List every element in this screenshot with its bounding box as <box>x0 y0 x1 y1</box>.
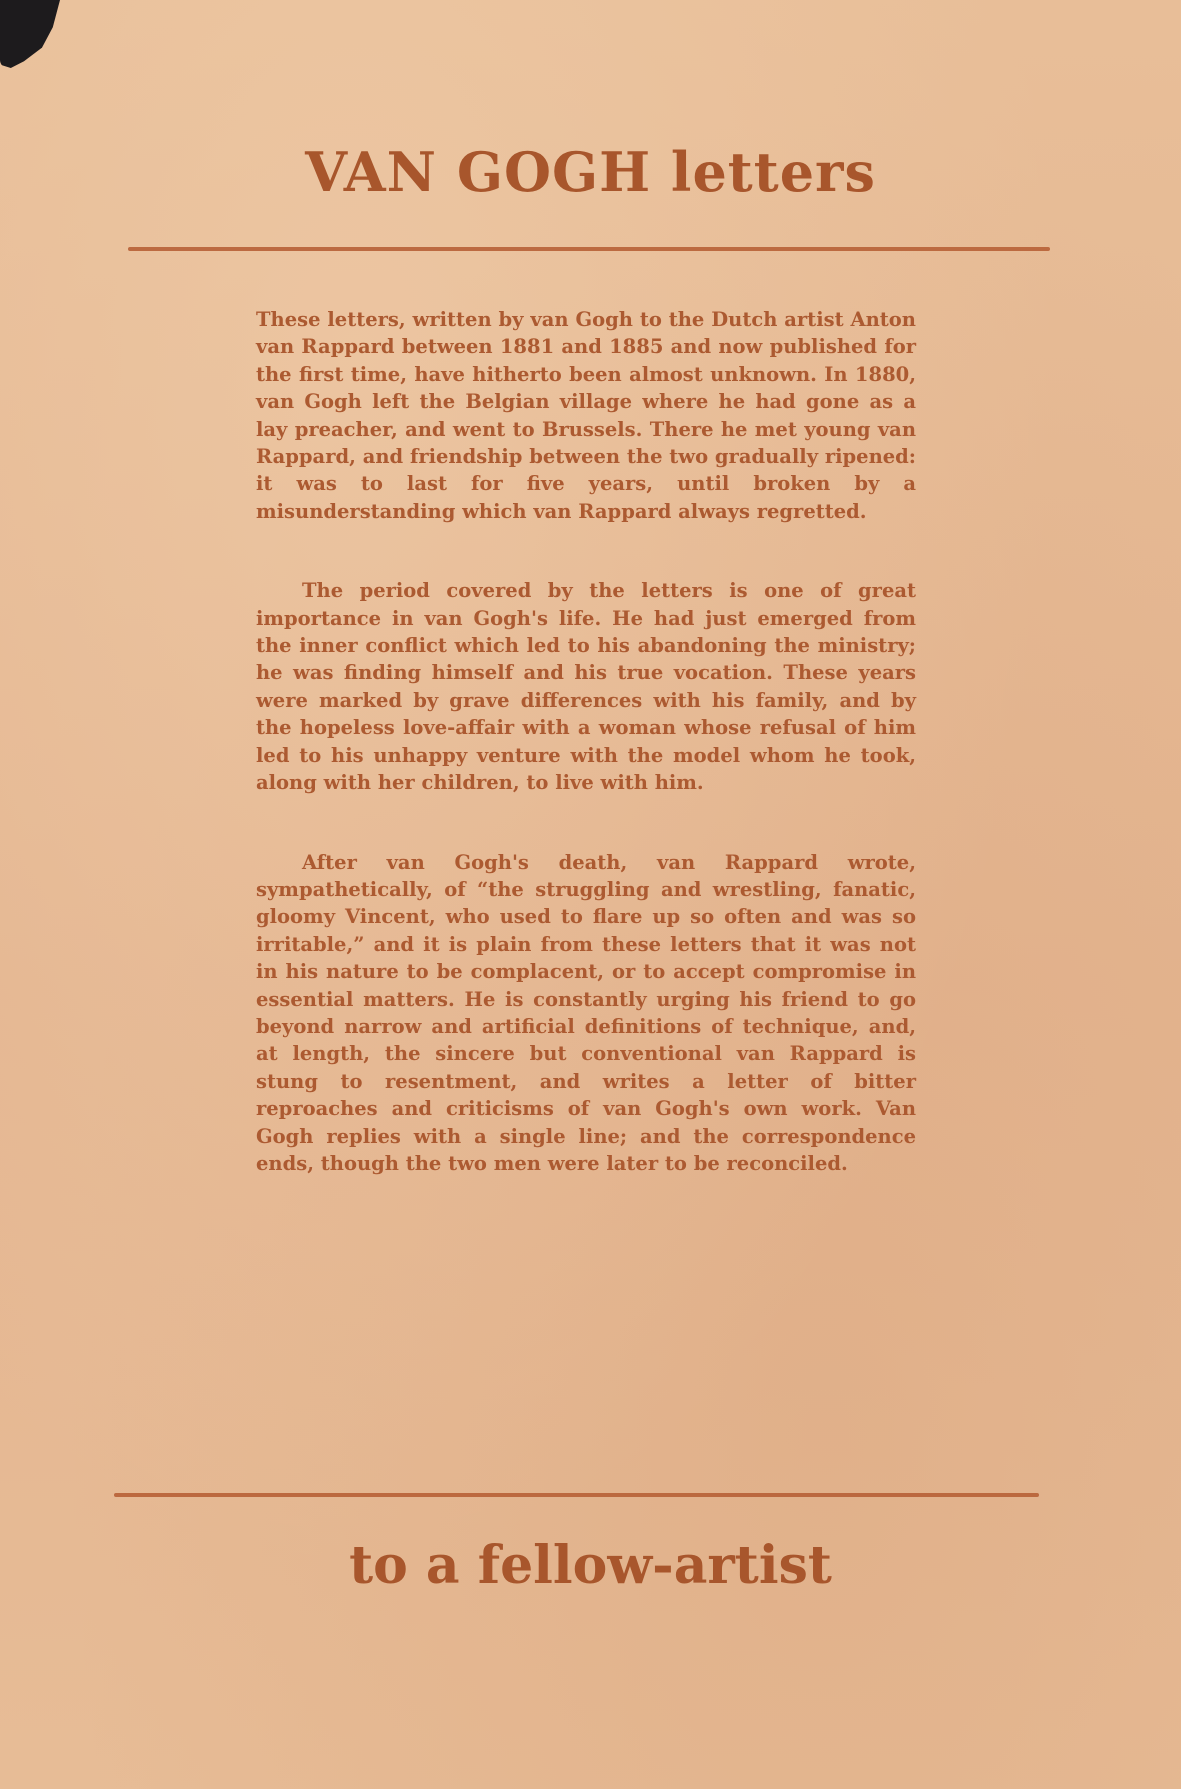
bottom-divider <box>114 1493 1039 1497</box>
blurb-paragraph-3: After van Gogh's death, van Rappard wrote, sympathetically, of “the struggling and wrestling, fanatic, gloomy Vincent, who used to flare up so often and was so irritable,” and it is plain from these letters that it was not in his nature to be complacent, or to accept compromise in essential matters. He is constantly urging his friend to go beyond narrow and artificial definitions of technique, and, at length, the sincere but conventional van Rappard is stung to resentment, and writes a letter of bitter reproaches and criticisms of van Gogh's own work. Van Gogh replies with a single line; and the correspondence ends, though the two men were later to be reconciled. <box>256 850 916 1175</box>
cover-subtitle: to a fellow-artist <box>349 1535 832 1596</box>
top-divider <box>128 247 1050 251</box>
blurb-paragraph-1: These letters, written by van Gogh to the Dutch artist Anton van Rappard between 1881 and 1885 and now published for the first time, have hitherto been almost unknown. In 1880, van Gogh left the Belgian village where he had gone as a lay preacher, and went to Brussels. There he met young van Rappard, and friendship between the two gradually ripened: it was to last for five years, until broken by a misunderstanding which van Rappard always regretted. <box>256 308 916 523</box>
cover-title: VAN GOGH letters <box>305 140 876 204</box>
blurb-paragraph-2: The period covered by the letters is one of great importance in van Gogh's life. He had just emerged from the inner conflict which led to his abandoning the ministry; he was finding himself and his true vocation. These years were marked by grave differences with his family, and by the hopeless love-affair with a woman whose refusal of him led to his unhappy venture with the model whom he took, along with her children, to live with him. <box>256 579 916 795</box>
blurb <box>256 306 916 1229</box>
ink-blot <box>0 0 60 68</box>
